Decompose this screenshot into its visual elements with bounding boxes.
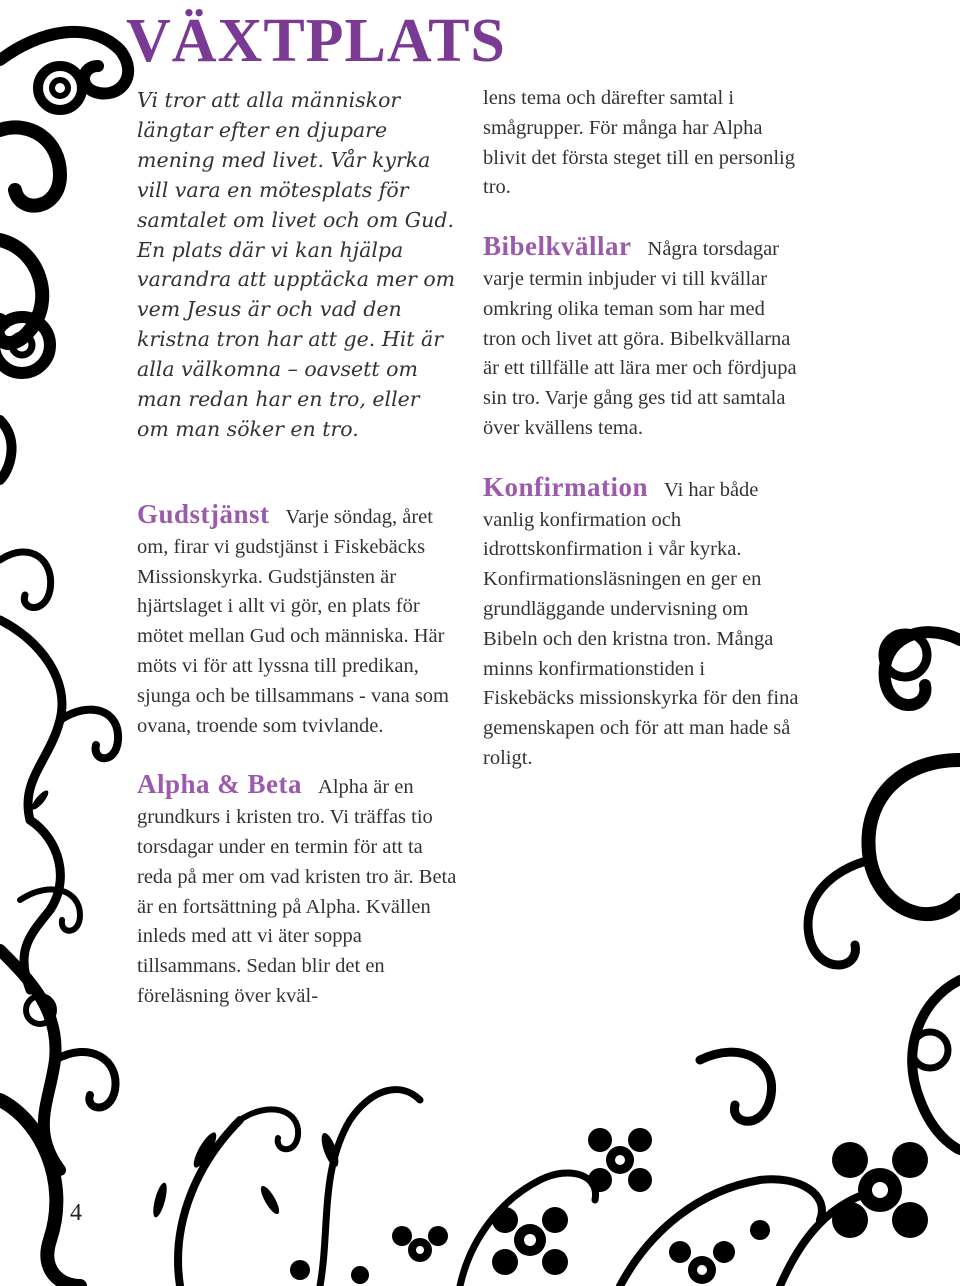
- heading-gudstjanst: Gudstjänst: [137, 499, 270, 529]
- section-alpha: [137, 770, 457, 1011]
- section-bibelkvallar: [483, 232, 801, 444]
- heading-konfirmation: Konfirmation: [483, 471, 648, 502]
- right-column: [483, 84, 801, 774]
- text-alpha: Alpha är en grundkurs i kristen tro. Vi träffas tio torsdagar under en termin för att ta reda på mer om vad kristen tro är. Beta är en fortsättning på Alpha. Kvällen inleds med att vi äter soppa tillsammans. Sedan blir det en föreläsning över kväl-: [137, 776, 457, 1007]
- heading-bibelkvallar: Bibelkvällar: [483, 231, 632, 262]
- intro-text: Vi tror att alla människor längtar efter en djupare mening med livet. Vår kyrka vill vara en mötesplats för samtalet om livet och om Gud. En plats där vi kan hjälpa varandra att upptäcka mer om vem Jesus är och vad den kristna tron har att ge. Hit är alla välkomna – oavsett om man redan har en tro, eller om man söker en tro.: [137, 88, 456, 441]
- heading-alpha: Alpha & Beta: [137, 769, 303, 800]
- text-alpha-continuation: lens tema och därefter samtal i smågrupper. För många har Alpha blivit det första steget till en personlig tro.: [483, 87, 795, 199]
- page-number: 4: [70, 1200, 82, 1226]
- left-column: [137, 500, 457, 1012]
- section-gudstjanst: [137, 500, 457, 741]
- text-gudstjanst: Varje söndag, året om, firar vi gudstjänst i Fiskebäcks Missionskyrka. Gudstjänsten är hjärtslaget i allt vi gör, en plats för mötet mellan Gud och människa. Här möts vi för att lyssna till predikan, sjunga och be tillsammans - vana som ovana, troende som tvivlande.: [137, 506, 449, 737]
- text-bibelkvallar: Några torsdagar varje termin inbjuder vi till kvällar omkring olika teman som har med tron och livet att göra. Bibelkvällarna är ett tillfälle att lära mer och fördjupa sin tro. Varje gång ges tid att samtala över kvällens tema.: [483, 238, 797, 439]
- section-konfirmation: [483, 473, 801, 774]
- page-title: VÄXTPLATS: [126, 7, 506, 75]
- text-konfirmation: Vi har både vanlig konfirmation och idrottskonfirmation i vår kyrka. Konfirmationsläsningen en ger en grundläggande undervisning om Bibeln och den kristna tron. Många minns konfirmationstiden i Fiskebäcks missionskyrka för den fina gemenskapen och för att man hade så roligt.: [483, 478, 799, 769]
